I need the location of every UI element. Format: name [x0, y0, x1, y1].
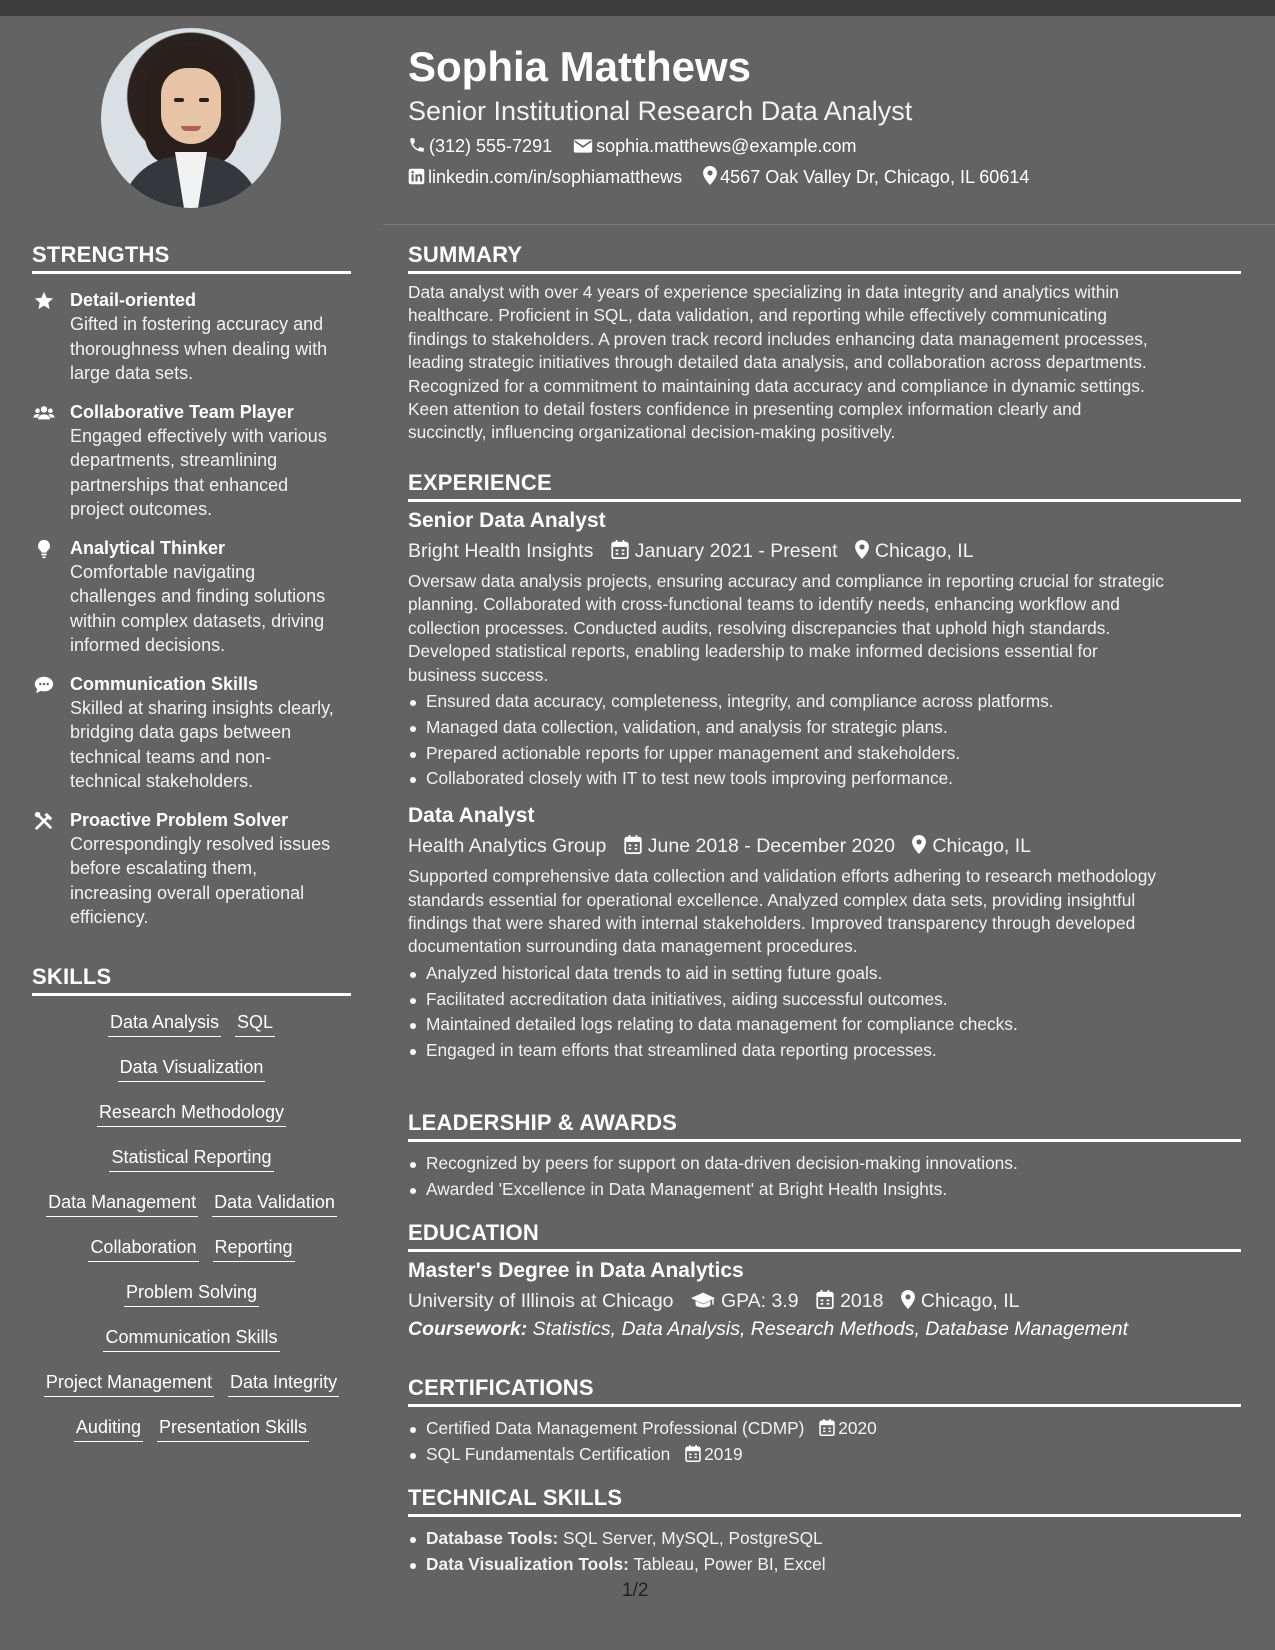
skill-tag: SQL	[235, 1010, 275, 1037]
strength-desc: Correspondingly resolved issues	[70, 833, 331, 854]
skill-tag: Research Methodology	[97, 1100, 286, 1127]
tech-skill-item	[408, 1552, 1241, 1578]
certifications-heading: CERTIFICATIONS	[408, 1375, 1241, 1407]
tech-skill-label: Database Tools:	[426, 1528, 559, 1548]
skill-tag: Data Visualization	[118, 1055, 266, 1082]
company: Bright Health Insights	[408, 540, 594, 562]
map-marker-icon	[901, 1290, 915, 1309]
job-dates: June 2018 - December 2020	[647, 835, 895, 858]
job-meta	[408, 537, 1241, 565]
technical-skills-heading: TECHNICAL SKILLS	[408, 1485, 1241, 1517]
calendar-icon	[624, 835, 642, 854]
summary-line: Data analyst with over 4 years of experience specializing in data integrity and analytics within	[408, 282, 1119, 302]
strength-item	[32, 400, 351, 522]
job-desc-line: Supported comprehensive data collection and validation efforts adhering to research methodology	[408, 866, 1157, 887]
summary-heading: SUMMARY	[408, 242, 1241, 274]
tech-skill-value: Tableau, Power BI, Excel	[633, 1553, 826, 1574]
skill-tag: Communication Skills	[103, 1325, 279, 1352]
skill-tag: Presentation Skills	[157, 1415, 309, 1442]
job-desc-line: documentation surrounding data management procedures.	[408, 936, 858, 957]
skill-tag: Data Integrity	[228, 1370, 339, 1397]
header-divider	[383, 224, 1275, 225]
contact-row	[408, 134, 873, 158]
strength-desc: technical stakeholders.	[70, 771, 254, 791]
strength-desc: increasing overall operational	[70, 882, 305, 903]
map-marker-icon	[703, 166, 717, 185]
job-desc-line: Developed statistical reports, enabling leadership to make informed decisions essential for	[408, 641, 1098, 662]
strength-desc: technical teams and non-	[70, 746, 272, 767]
award-bullet: Awarded 'Excellence in Data Management' at Bright Health Insights.	[408, 1177, 1241, 1203]
cert-year: 2020	[838, 1418, 877, 1438]
summary-line: healthcare. Proficient in SQL, data validation, and reporting while effectively communicating	[408, 305, 1107, 326]
cert-name: SQL Fundamentals Certification	[426, 1443, 671, 1464]
strength-item	[32, 288, 351, 386]
tech-skill-item	[408, 1526, 1241, 1552]
strength-title: Proactive Problem Solver	[70, 809, 289, 830]
summary-section	[408, 242, 1241, 445]
summary-line: findings to stakeholders. A proven track record includes enhancing data management processes,	[408, 328, 1148, 349]
strength-desc: Skilled at sharing insights clearly,	[70, 697, 334, 718]
strength-item	[32, 536, 351, 658]
calendar-icon	[819, 1419, 835, 1436]
left-column	[0, 16, 382, 1650]
strength-desc: Comfortable navigating	[70, 561, 256, 582]
job-bullets	[408, 689, 1241, 792]
strength-desc: Engaged effectively with various	[70, 425, 327, 446]
strength-item	[32, 808, 351, 930]
summary-line: leading strategic initiatives through detailed data analysis, and collaboration across departments.	[408, 352, 1147, 373]
job-desc-line: standards essential for operational excellence. Analyzed complex data sets, providing insightful	[408, 889, 1136, 910]
award-bullet: Recognized by peers for support on data-driven decision-making innovations.	[408, 1151, 1241, 1177]
email-text: sophia.matthews@example.com	[596, 136, 857, 156]
map-marker-icon	[912, 835, 926, 854]
strength-desc: thoroughness when dealing with	[70, 338, 328, 359]
cert-year: 2019	[704, 1443, 743, 1464]
company: Health Analytics Group	[408, 835, 607, 858]
job-bullet: Collaborated closely with IT to test new tools improving performance.	[408, 766, 1241, 792]
graduation-year: 2018	[840, 1290, 884, 1312]
job-entry	[408, 507, 1241, 792]
tech-skill-list	[408, 1526, 1241, 1578]
technical-skills-section	[408, 1485, 1241, 1578]
candidate-title: Senior Institutional Research Data Analyst	[408, 96, 913, 126]
job-desc-line: planning. Collaborated with cross-functional teams to identify needs, enhancing workflow and	[408, 594, 1120, 615]
graduation-cap-icon	[691, 1291, 715, 1309]
contact-row-2	[408, 165, 1045, 189]
skill-tag: Data Validation	[212, 1190, 337, 1217]
job-role: Data Analyst	[408, 804, 535, 828]
cert-name: Certified Data Management Professional (CDMP)	[426, 1418, 805, 1438]
education-heading: EDUCATION	[408, 1220, 1241, 1252]
envelope-icon	[573, 138, 593, 154]
top-bar	[0, 0, 1275, 16]
skill-tag: Project Management	[44, 1370, 214, 1397]
phone-contact[interactable]	[408, 134, 552, 158]
strength-desc: before escalating them,	[70, 858, 258, 878]
school: University of Illinois at Chicago	[408, 1290, 674, 1312]
summary-line: Recognized for a commitment to maintaining data accuracy and compliance in dynamic settings.	[408, 375, 1145, 396]
phone-icon	[408, 136, 426, 154]
map-marker-icon	[855, 540, 869, 559]
cert-list	[408, 1416, 1241, 1468]
skill-tag: Auditing	[74, 1415, 143, 1442]
job-entry	[408, 802, 1241, 1064]
certifications-section	[408, 1375, 1241, 1468]
skills-section	[32, 964, 351, 1460]
job-bullet: Analyzed historical data trends to aid in setting future goals.	[408, 961, 1241, 987]
experience-heading: EXPERIENCE	[408, 470, 1241, 502]
leadership-section	[408, 1110, 1241, 1203]
skill-tag: Statistical Reporting	[109, 1145, 273, 1172]
coursework	[408, 1315, 1241, 1343]
linkedin-text: linkedin.com/in/sophiamatthews	[428, 167, 683, 187]
job-dates: January 2021 - Present	[634, 540, 838, 562]
avatar	[101, 28, 281, 208]
page-indicator: 1/2	[622, 1580, 649, 1601]
gpa: GPA: 3.9	[720, 1290, 799, 1312]
degree: Master's Degree in Data Analytics	[408, 1259, 744, 1282]
job-bullet: Managed data collection, validation, and analysis for strategic plans.	[408, 715, 1241, 741]
education-section	[408, 1220, 1241, 1343]
strength-title: Analytical Thinker	[70, 537, 226, 558]
job-meta	[408, 832, 1241, 860]
calendar-icon	[816, 1290, 834, 1309]
tech-skill-label: Data Visualization Tools:	[426, 1553, 629, 1574]
skill-tag: Problem Solving	[124, 1280, 259, 1307]
strength-desc: partnerships that enhanced	[70, 474, 289, 495]
strength-desc: informed decisions.	[70, 635, 226, 655]
address-text: 4567 Oak Valley Dr, Chicago, IL 60614	[720, 167, 1030, 187]
job-bullet: Maintained detailed logs relating to data management for compliance checks.	[408, 1012, 1241, 1038]
job-desc-line: findings that were shared with internal stakeholders. Improved transparency through developed	[408, 913, 1136, 934]
leadership-bullets	[408, 1151, 1241, 1203]
summary-line: succinctly, influencing organizational decision-making positively.	[408, 422, 896, 443]
strengths-heading: STRENGTHS	[32, 242, 351, 274]
strength-title: Collaborative Team Player	[70, 401, 294, 422]
email-contact[interactable]	[573, 134, 856, 158]
comment-icon	[32, 674, 56, 696]
strength-desc: departments, streamlining	[70, 450, 278, 470]
linkedin-icon	[408, 168, 425, 185]
strength-desc: project outcomes.	[70, 499, 213, 519]
job-desc-line: Oversaw data analysis projects, ensuring accuracy and compliance in reporting crucial for strategic	[408, 571, 1164, 591]
strengths-section	[32, 242, 351, 930]
tech-skill-value: SQL Server, MySQL, PostgreSQL	[563, 1528, 823, 1548]
strength-desc: Gifted in fostering accuracy and	[70, 314, 324, 334]
job-role: Senior Data Analyst	[408, 509, 606, 532]
job-desc-line: business success.	[408, 664, 549, 685]
skill-tag: Data Analysis	[108, 1010, 221, 1037]
phone-text: (312) 555-7291	[429, 136, 553, 156]
calendar-icon	[611, 540, 629, 559]
right-column	[383, 16, 1275, 1650]
tools-icon	[32, 810, 56, 832]
education-location: Chicago, IL	[920, 1290, 1020, 1312]
linkedin-contact[interactable]	[408, 165, 682, 189]
experience-section	[408, 470, 1241, 1064]
summary-line: Keen attention to detail fosters confidence in presenting complex information clearly and	[408, 399, 1082, 420]
job-bullet: Facilitated accreditation data initiatives, aiding successful outcomes.	[408, 987, 1241, 1013]
job-bullet: Prepared actionable reports for upper management and stakeholders.	[408, 741, 1241, 767]
education-meta	[408, 1287, 1241, 1315]
job-location: Chicago, IL	[932, 835, 1032, 858]
coursework-label: Coursework:	[408, 1318, 528, 1340]
strength-desc: within complex datasets, driving	[70, 610, 325, 631]
strength-desc: efficiency.	[70, 907, 149, 927]
job-bullet: Engaged in team efforts that streamlined data reporting processes.	[408, 1038, 1241, 1064]
skills-list	[32, 1010, 351, 1460]
leadership-heading: LEADERSHIP & AWARDS	[408, 1110, 1241, 1142]
address-contact	[703, 165, 1029, 189]
skill-tag: Data Management	[46, 1190, 198, 1217]
job-location: Chicago, IL	[874, 540, 974, 562]
star-icon	[32, 290, 56, 312]
job-bullets	[408, 961, 1241, 1064]
users-icon	[32, 402, 56, 424]
job-bullet: Ensured data accuracy, completeness, integrity, and compliance across platforms.	[408, 689, 1241, 715]
strength-desc: bridging data gaps between	[70, 722, 292, 742]
strength-desc: large data sets.	[70, 363, 194, 383]
lightbulb-icon	[32, 538, 56, 560]
strength-title: Detail-oriented	[70, 290, 197, 310]
coursework-text: Statistics, Data Analysis, Research Methods, Database Management	[532, 1318, 1129, 1340]
cert-item	[408, 1416, 1241, 1442]
job-desc-line: collection processes. Conducted audits, resolving discrepancies that uphold high standards.	[408, 617, 1111, 638]
calendar-icon	[685, 1445, 701, 1462]
strength-title: Communication Skills	[70, 673, 259, 694]
skill-tag: Collaboration	[88, 1235, 198, 1262]
cert-item	[408, 1442, 1241, 1468]
strength-desc: challenges and finding solutions	[70, 586, 326, 606]
candidate-name: Sophia Matthews	[408, 43, 752, 90]
strength-item	[32, 672, 351, 794]
skill-tag: Reporting	[213, 1235, 295, 1262]
skills-heading: SKILLS	[32, 964, 351, 996]
